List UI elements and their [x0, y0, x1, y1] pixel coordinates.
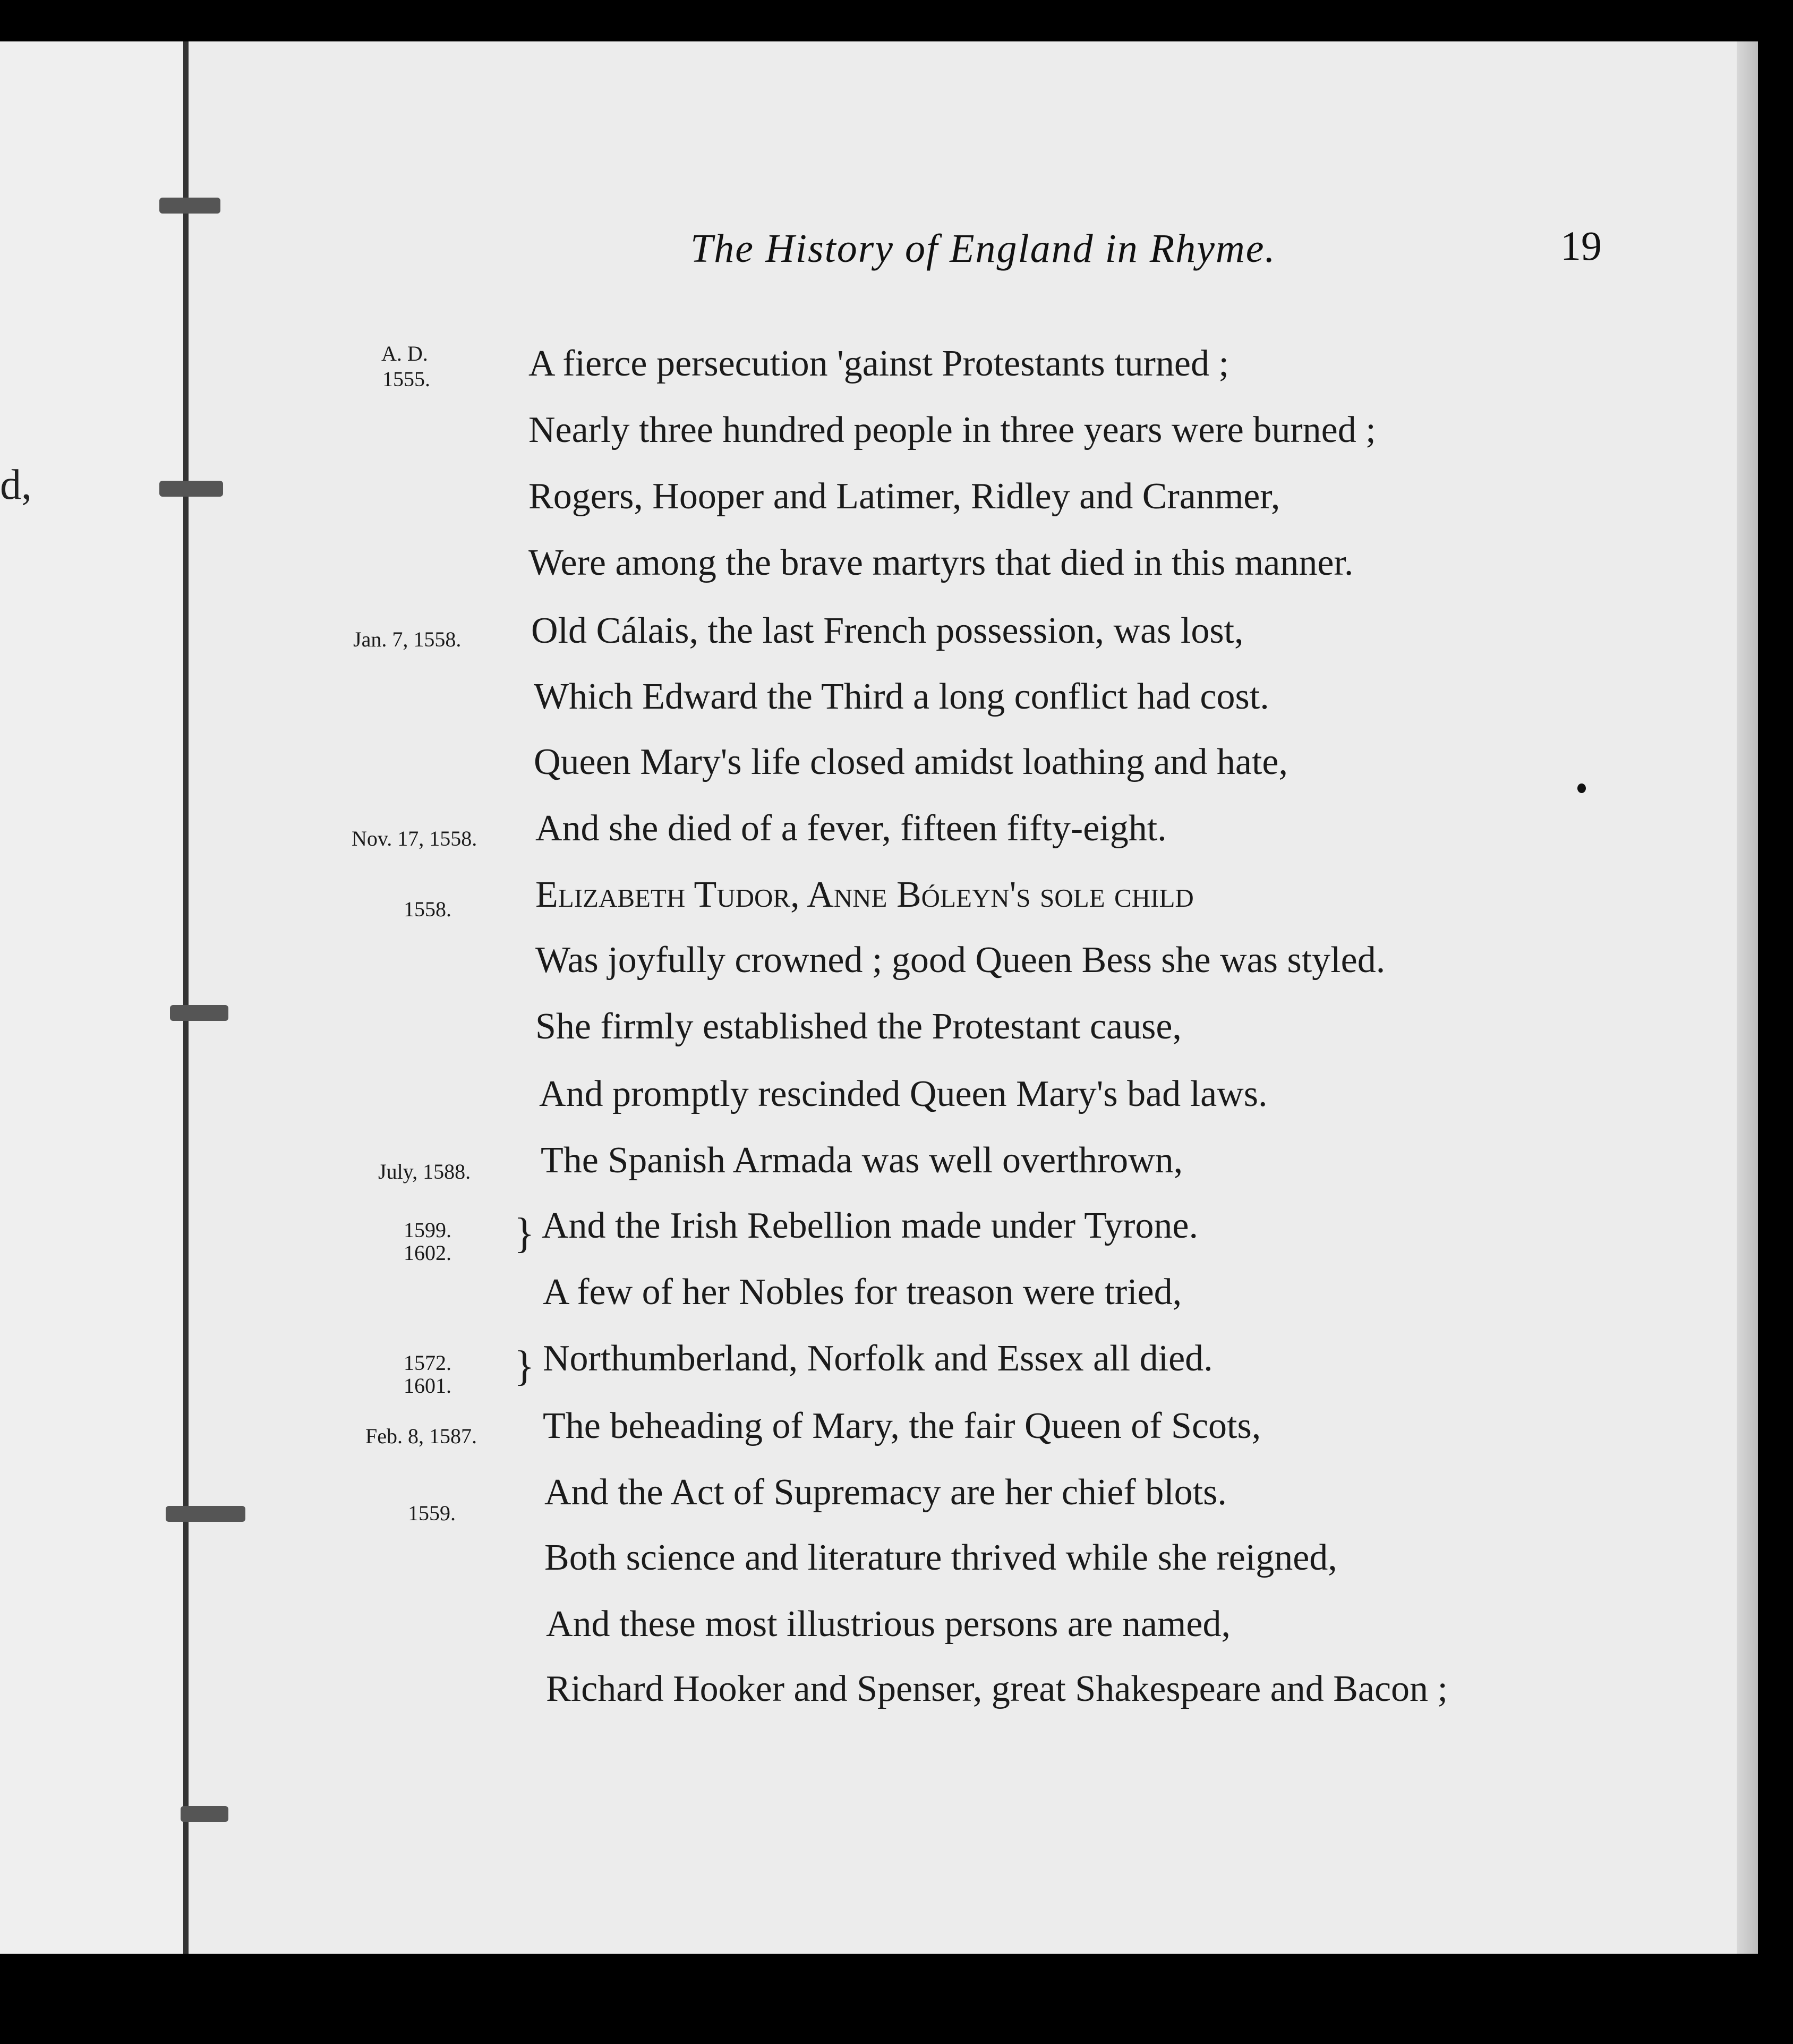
- verse-line: A fierce persecution 'gainst Protestants turned ;: [528, 343, 1229, 384]
- margin-note-date: July, 1588.: [378, 1160, 471, 1183]
- verse-line: Which Edward the Third a long conflict had cost.: [534, 676, 1269, 717]
- facing-page-fragment: d,: [0, 462, 32, 508]
- margin-note-date: Nov. 17, 1558.: [352, 827, 477, 850]
- verse-line: Rogers, Hooper and Latimer, Ridley and Cranmer,: [528, 476, 1280, 517]
- margin-note-date: Jan. 7, 1558.: [353, 627, 462, 651]
- verse-line: And she died of a fever, fifteen fifty-eight.: [535, 808, 1167, 849]
- binding-stitch: [159, 481, 223, 497]
- binding-stitch: [181, 1806, 228, 1822]
- verse-line: And promptly rescinded Queen Mary's bad laws.: [539, 1074, 1268, 1114]
- margin-note-year: 1558.: [404, 897, 451, 921]
- verse-line: And the Irish Rebellion made under Tyrone.: [542, 1205, 1199, 1246]
- margin-note-ad: A. D.: [381, 342, 428, 365]
- margin-note-year: 1599.: [404, 1218, 451, 1242]
- verse-line: Were among the brave martyrs that died in this manner.: [528, 542, 1354, 583]
- verse-line: Nearly three hundred people in three years were burned ;: [528, 410, 1376, 450]
- verse-line: And the Act of Supremacy are her chief blots.: [544, 1472, 1227, 1513]
- verse-line: A few of her Nobles for treason were tried,: [543, 1272, 1182, 1313]
- verse-line: Both science and literature thrived while she reigned,: [544, 1537, 1337, 1578]
- verse-line: The Spanish Armada was well overthrown,: [541, 1140, 1183, 1181]
- binding-stitch: [166, 1506, 245, 1522]
- verse-line: Queen Mary's life closed amidst loathing and hate,: [534, 742, 1288, 782]
- verse-line: She firmly established the Protestant cause,: [535, 1006, 1182, 1047]
- ink-speck: [1577, 783, 1586, 793]
- facing-page: [0, 41, 189, 1954]
- bracket: }: [514, 1343, 535, 1390]
- running-header: The History of England in Rhyme.: [690, 226, 1276, 271]
- margin-note-year: 1602.: [404, 1241, 451, 1265]
- binding-gutter: [183, 41, 189, 1954]
- verse-line: Old Cálais, the last French possession, was lost,: [531, 610, 1244, 651]
- margin-note-year: 1559.: [408, 1501, 456, 1525]
- page-number: 19: [1560, 223, 1602, 269]
- verse-line: And these most illustrious persons are named,: [546, 1604, 1231, 1645]
- page-edge: [1737, 41, 1758, 1954]
- verse-line: The beheading of Mary, the fair Queen of Scots,: [543, 1406, 1261, 1446]
- verse-line: Richard Hooker and Spenser, great Shakespeare and Bacon ;: [546, 1668, 1448, 1709]
- binding-stitch: [159, 198, 220, 214]
- margin-note-date: Feb. 8, 1587.: [365, 1424, 477, 1448]
- verse-line: Elizabeth Tudor, Anne Bóleyn's sole child: [535, 874, 1194, 915]
- margin-note-year: 1601.: [404, 1374, 451, 1398]
- verse-line: Was joyfully crowned ; good Queen Bess she was styled.: [535, 940, 1386, 981]
- margin-note-year: 1555.: [382, 367, 430, 391]
- bracket: }: [514, 1210, 535, 1257]
- margin-note-year: 1572.: [404, 1351, 451, 1375]
- book-page: [189, 41, 1755, 1954]
- verse-line: Northumberland, Norfolk and Essex all died.: [543, 1338, 1213, 1379]
- binding-stitch: [170, 1005, 228, 1021]
